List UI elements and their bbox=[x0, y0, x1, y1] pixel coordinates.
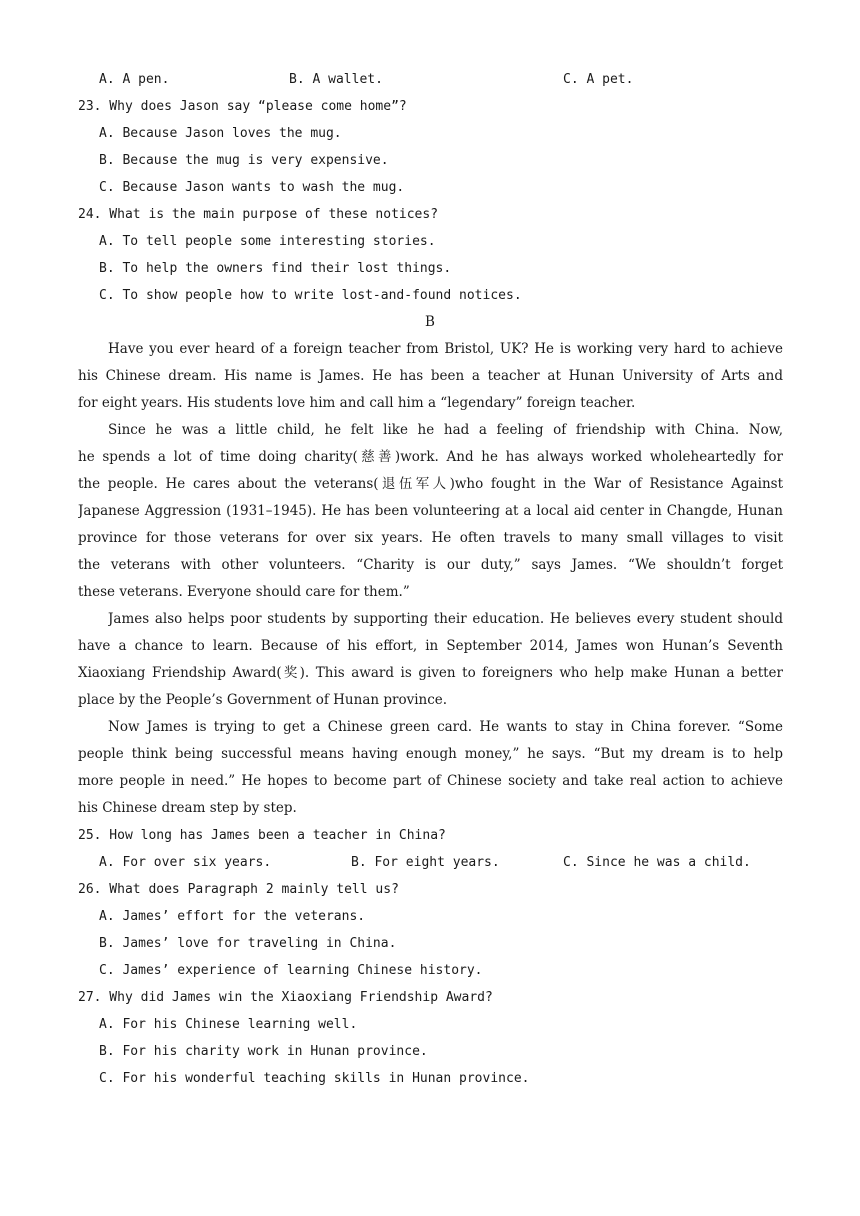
q25-option-c: C. Since he was a child. bbox=[563, 855, 751, 870]
passage-line: province for those veterans for over six years. He often travels to many small villages to visit bbox=[78, 530, 783, 546]
passage-line: he spends a lot of time doing charity(慈善)work. And he has always worked wholeheartedly for bbox=[78, 449, 783, 465]
q25-option-b: B. For eight years. bbox=[351, 855, 500, 870]
q23-option-a: A. Because Jason loves the mug. bbox=[99, 126, 342, 141]
passage-line: Since he was a little child, he felt like he had a feeling of friendship with China. Now, bbox=[108, 422, 783, 438]
q24-option-a: A. To tell people some interesting stories. bbox=[99, 234, 436, 249]
passage-line: place by the People’s Government of Hunan province. bbox=[78, 692, 448, 708]
passage-line: these veterans. Everyone should care for them.” bbox=[78, 584, 410, 600]
passage-line: have a chance to learn. Because of his effort, in September 2014, James won Hunan’s Seventh bbox=[78, 638, 783, 654]
q27-option-a: A. For his Chinese learning well. bbox=[99, 1017, 358, 1032]
q23-option-b: B. Because the mug is very expensive. bbox=[99, 153, 389, 168]
q22-option-c: C. A pet. bbox=[563, 72, 634, 87]
passage-line: Have you ever heard of a foreign teacher from Bristol, UK? He is working very hard to achieve bbox=[108, 341, 783, 357]
passage-line: more people in need.” He hopes to become part of Chinese society and take real action to achieve bbox=[78, 773, 783, 789]
q26-stem: 26. What does Paragraph 2 mainly tell us? bbox=[78, 882, 399, 897]
passage-line: the people. He cares about the veterans(退伍军人)who fought in the War of Resistance Against bbox=[78, 476, 783, 492]
section-b-heading: B bbox=[425, 314, 435, 330]
q25-option-a: A. For over six years. bbox=[99, 855, 272, 870]
passage-line: people think being successful means having enough money,” he says. “But my dream is to help bbox=[78, 746, 783, 762]
q22-option-a: A. A pen. bbox=[99, 72, 170, 87]
passage-line: Xiaoxiang Friendship Award(奖). This award is given to foreigners who help make Hunan a better bbox=[78, 665, 783, 681]
passage-line: for eight years. His students love him and call him a “legendary” foreign teacher. bbox=[78, 395, 636, 411]
q24-option-b: B. To help the owners find their lost things. bbox=[99, 261, 452, 276]
q24-option-c: C. To show people how to write lost-and-found notices. bbox=[99, 288, 522, 303]
passage-line: James also helps poor students by supporting their education. He believes every student should bbox=[108, 611, 783, 627]
q22-option-b: B. A wallet. bbox=[289, 72, 383, 87]
q24-stem: 24. What is the main purpose of these notices? bbox=[78, 207, 439, 222]
q26-option-c: C. James’ experience of learning Chinese history. bbox=[99, 963, 483, 978]
q23-option-c: C. Because Jason wants to wash the mug. bbox=[99, 180, 405, 195]
q23-stem: 23. Why does Jason say “please come home”? bbox=[78, 99, 407, 114]
passage-line: Now James is trying to get a Chinese green card. He wants to stay in China forever. “Some bbox=[108, 719, 783, 735]
q26-option-b: B. James’ love for traveling in China. bbox=[99, 936, 397, 951]
passage-line: Japanese Aggression (1931–1945). He has been volunteering at a local aid center in Changde, Hunan bbox=[78, 503, 783, 519]
passage-line: the veterans with other volunteers. “Charity is our duty,” says James. “We shouldn’t forget bbox=[78, 557, 783, 573]
q25-stem: 25. How long has James been a teacher in China? bbox=[78, 828, 446, 843]
passage-line: his Chinese dream. His name is James. He has been a teacher at Hunan University of Arts and bbox=[78, 368, 783, 384]
q27-option-b: B. For his charity work in Hunan province. bbox=[99, 1044, 428, 1059]
q26-option-a: A. James’ effort for the veterans. bbox=[99, 909, 366, 924]
q27-option-c: C. For his wonderful teaching skills in Hunan province. bbox=[99, 1071, 530, 1086]
q27-stem: 27. Why did James win the Xiaoxiang Friendship Award? bbox=[78, 990, 493, 1005]
passage-line: his Chinese dream step by step. bbox=[78, 800, 297, 816]
